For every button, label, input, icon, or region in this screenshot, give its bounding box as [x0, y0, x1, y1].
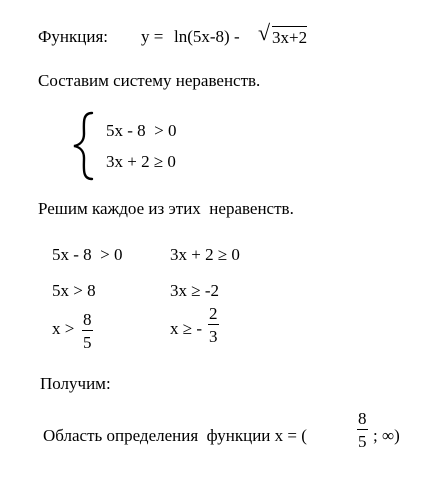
fraction-numerator: 8 — [83, 310, 92, 329]
system-heading: Составим систему неравенств. — [38, 71, 261, 90]
sqrt-symbol: √ — [258, 20, 271, 45]
fraction-denominator: 5 — [358, 432, 367, 451]
left-step-3-fraction — [82, 311, 93, 351]
system-inequality-1: 5x - 8 > 0 — [106, 121, 177, 140]
function-label: Функция: — [38, 27, 109, 46]
right-step-3-fraction — [208, 305, 219, 345]
fraction-numerator: 8 — [358, 409, 367, 428]
left-step-1: 5x - 8 > 0 — [52, 245, 123, 264]
right-step-1: 3x + 2 ≥ 0 — [170, 245, 240, 264]
function-y-equals: y = — [141, 27, 164, 46]
domain-fraction — [357, 410, 368, 450]
result-label: Получим: — [40, 374, 111, 393]
sqrt-radicand: 3x+2 — [272, 28, 308, 47]
curly-brace-icon — [70, 110, 100, 182]
right-step-3-prefix: x ≥ - — [170, 319, 202, 338]
left-step-3-prefix: x > — [52, 319, 75, 338]
solve-heading: Решим каждое из этих неравенств. — [38, 199, 294, 218]
domain-text: Область определения функции x = ( — [43, 426, 307, 445]
left-step-2: 5x > 8 — [52, 281, 96, 300]
function-ln-part: ln(5x-8) - — [174, 27, 240, 46]
fraction-bar — [208, 324, 219, 325]
fraction-bar — [357, 429, 368, 430]
system-inequality-2: 3x + 2 ≥ 0 — [106, 152, 176, 171]
fraction-denominator: 3 — [209, 327, 218, 346]
right-step-2: 3x ≥ -2 — [170, 281, 219, 300]
fraction-denominator: 5 — [83, 333, 92, 352]
fraction-numerator: 2 — [209, 304, 218, 323]
domain-tail: ; ∞) — [373, 426, 400, 445]
fraction-bar — [82, 330, 93, 331]
